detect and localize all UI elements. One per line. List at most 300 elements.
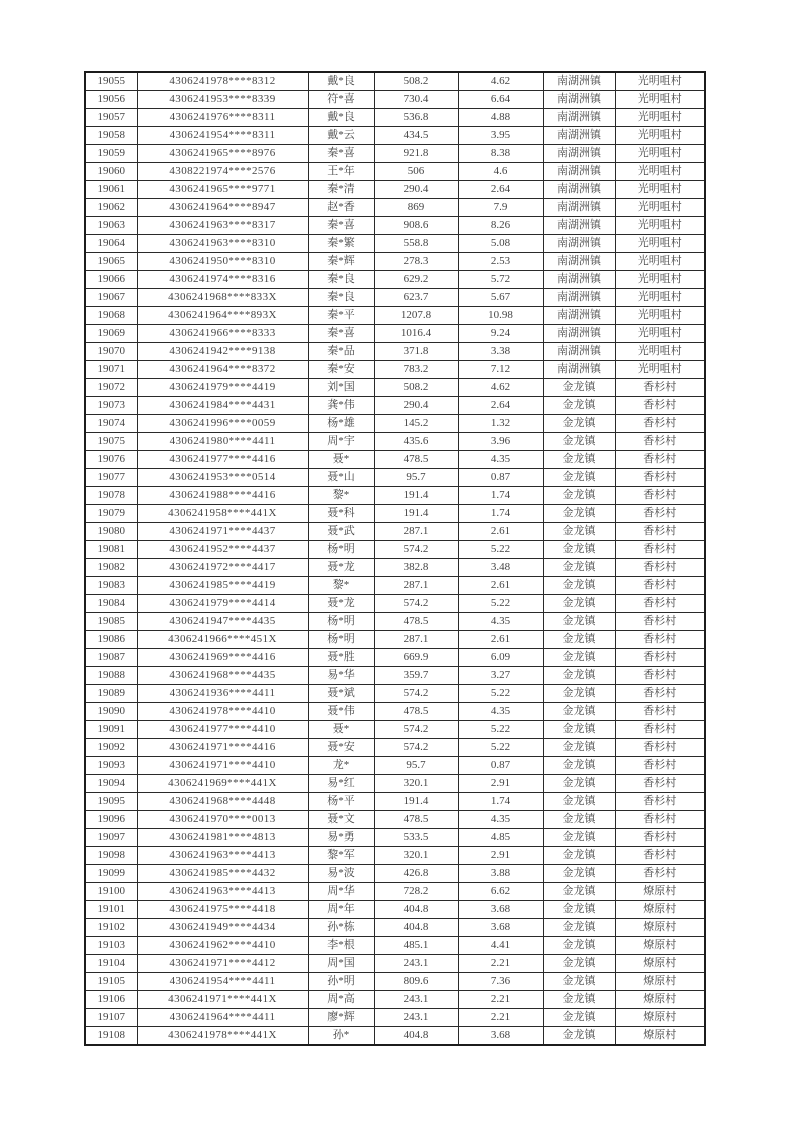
cell-village: 燎原村 <box>615 919 705 937</box>
cell-value-2: 4.35 <box>458 613 543 631</box>
cell-value-1: 371.8 <box>374 343 458 361</box>
cell-masked-name: 廖*辉 <box>308 1009 374 1027</box>
cell-village: 香杉村 <box>615 775 705 793</box>
cell-masked-id-number: 4306241964****8372 <box>137 361 308 379</box>
cell-sequence-number: 19060 <box>85 163 137 181</box>
cell-value-2: 2.64 <box>458 181 543 199</box>
table-row <box>85 757 705 775</box>
table-row <box>85 451 705 469</box>
table-row <box>85 865 705 883</box>
cell-village: 光明咀村 <box>615 289 705 307</box>
cell-value-2: 5.22 <box>458 721 543 739</box>
cell-masked-name: 周*年 <box>308 901 374 919</box>
table-row <box>85 523 705 541</box>
cell-sequence-number: 19088 <box>85 667 137 685</box>
table-row <box>85 793 705 811</box>
cell-village: 香杉村 <box>615 793 705 811</box>
cell-value-1: 435.6 <box>374 433 458 451</box>
cell-masked-id-number: 4306241977****4410 <box>137 721 308 739</box>
cell-value-1: 478.5 <box>374 703 458 721</box>
cell-masked-name: 周*华 <box>308 883 374 901</box>
cell-masked-name: 周*宇 <box>308 433 374 451</box>
cell-value-1: 508.2 <box>374 379 458 397</box>
cell-town: 南湖洲镇 <box>543 109 615 127</box>
cell-masked-name: 秦*清 <box>308 181 374 199</box>
cell-value-1: 1207.8 <box>374 307 458 325</box>
cell-sequence-number: 19107 <box>85 1009 137 1027</box>
cell-masked-name: 聂*科 <box>308 505 374 523</box>
table-row <box>85 973 705 991</box>
cell-value-2: 5.22 <box>458 685 543 703</box>
cell-value-2: 5.08 <box>458 235 543 253</box>
cell-value-2: 2.21 <box>458 955 543 973</box>
cell-masked-name: 刘*国 <box>308 379 374 397</box>
cell-value-2: 3.68 <box>458 901 543 919</box>
cell-masked-name: 秦*品 <box>308 343 374 361</box>
cell-value-1: 574.2 <box>374 685 458 703</box>
cell-village: 香杉村 <box>615 811 705 829</box>
cell-value-1: 145.2 <box>374 415 458 433</box>
cell-town: 金龙镇 <box>543 541 615 559</box>
cell-village: 光明咀村 <box>615 199 705 217</box>
cell-value-2: 6.62 <box>458 883 543 901</box>
cell-town: 金龙镇 <box>543 793 615 811</box>
cell-town: 金龙镇 <box>543 397 615 415</box>
cell-town: 南湖洲镇 <box>543 199 615 217</box>
cell-value-1: 191.4 <box>374 505 458 523</box>
cell-value-2: 3.38 <box>458 343 543 361</box>
cell-value-1: 869 <box>374 199 458 217</box>
cell-masked-id-number: 4306241984****4431 <box>137 397 308 415</box>
cell-value-1: 95.7 <box>374 757 458 775</box>
cell-town: 金龙镇 <box>543 415 615 433</box>
cell-masked-name: 聂*胜 <box>308 649 374 667</box>
table-row <box>85 72 705 91</box>
cell-masked-id-number: 4306241963****4413 <box>137 883 308 901</box>
cell-village: 燎原村 <box>615 991 705 1009</box>
cell-value-2: 7.9 <box>458 199 543 217</box>
cell-village: 香杉村 <box>615 667 705 685</box>
cell-village: 燎原村 <box>615 901 705 919</box>
cell-value-1: 278.3 <box>374 253 458 271</box>
cell-village: 光明咀村 <box>615 253 705 271</box>
table-row <box>85 667 705 685</box>
cell-value-1: 191.4 <box>374 487 458 505</box>
cell-sequence-number: 19099 <box>85 865 137 883</box>
table-row <box>85 145 705 163</box>
cell-masked-name: 孙*明 <box>308 973 374 991</box>
cell-value-2: 4.35 <box>458 811 543 829</box>
cell-town: 南湖洲镇 <box>543 289 615 307</box>
cell-sequence-number: 19072 <box>85 379 137 397</box>
cell-value-2: 5.67 <box>458 289 543 307</box>
cell-masked-id-number: 4306241985****4419 <box>137 577 308 595</box>
cell-masked-id-number: 4306241977****4416 <box>137 451 308 469</box>
cell-village: 香杉村 <box>615 703 705 721</box>
cell-masked-id-number: 4306241979****4419 <box>137 379 308 397</box>
cell-masked-name: 杨*明 <box>308 613 374 631</box>
cell-town: 金龙镇 <box>543 883 615 901</box>
cell-masked-id-number: 4306241976****8311 <box>137 109 308 127</box>
cell-value-1: 404.8 <box>374 919 458 937</box>
cell-masked-name: 聂*龙 <box>308 559 374 577</box>
cell-value-1: 623.7 <box>374 289 458 307</box>
cell-masked-id-number: 4306241953****0514 <box>137 469 308 487</box>
cell-village: 光明咀村 <box>615 163 705 181</box>
cell-value-1: 574.2 <box>374 541 458 559</box>
cell-value-2: 6.09 <box>458 649 543 667</box>
cell-masked-id-number: 4306241996****0059 <box>137 415 308 433</box>
cell-value-1: 290.4 <box>374 397 458 415</box>
cell-value-2: 9.24 <box>458 325 543 343</box>
cell-village: 光明咀村 <box>615 72 705 91</box>
cell-masked-name: 聂*龙 <box>308 595 374 613</box>
cell-town: 南湖洲镇 <box>543 343 615 361</box>
cell-sequence-number: 19100 <box>85 883 137 901</box>
cell-town: 金龙镇 <box>543 1027 615 1046</box>
cell-sequence-number: 19081 <box>85 541 137 559</box>
cell-masked-id-number: 4306241969****441X <box>137 775 308 793</box>
cell-sequence-number: 19104 <box>85 955 137 973</box>
cell-village: 香杉村 <box>615 829 705 847</box>
cell-value-1: 191.4 <box>374 793 458 811</box>
table-body <box>85 72 705 1045</box>
cell-masked-name: 聂* <box>308 451 374 469</box>
cell-sequence-number: 19078 <box>85 487 137 505</box>
cell-village: 燎原村 <box>615 973 705 991</box>
cell-village: 香杉村 <box>615 415 705 433</box>
cell-value-1: 533.5 <box>374 829 458 847</box>
cell-town: 金龙镇 <box>543 433 615 451</box>
cell-village: 燎原村 <box>615 1027 705 1046</box>
cell-village: 香杉村 <box>615 847 705 865</box>
cell-masked-name: 戴*云 <box>308 127 374 145</box>
cell-value-1: 243.1 <box>374 1009 458 1027</box>
cell-sequence-number: 19091 <box>85 721 137 739</box>
cell-masked-id-number: 4306241985****4432 <box>137 865 308 883</box>
cell-village: 光明咀村 <box>615 307 705 325</box>
table-row <box>85 685 705 703</box>
cell-masked-id-number: 4306241949****4434 <box>137 919 308 937</box>
cell-value-2: 5.22 <box>458 541 543 559</box>
cell-value-2: 8.38 <box>458 145 543 163</box>
cell-masked-id-number: 4306241936****4411 <box>137 685 308 703</box>
cell-village: 香杉村 <box>615 721 705 739</box>
cell-masked-id-number: 4306241968****4448 <box>137 793 308 811</box>
cell-value-2: 7.12 <box>458 361 543 379</box>
cell-value-1: 921.8 <box>374 145 458 163</box>
cell-value-2: 3.27 <box>458 667 543 685</box>
cell-masked-id-number: 4306241963****8317 <box>137 217 308 235</box>
cell-village: 燎原村 <box>615 883 705 901</box>
cell-town: 金龙镇 <box>543 559 615 577</box>
cell-town: 金龙镇 <box>543 829 615 847</box>
table-row <box>85 937 705 955</box>
cell-town: 南湖洲镇 <box>543 253 615 271</box>
cell-village: 香杉村 <box>615 559 705 577</box>
cell-masked-id-number: 4306241964****893X <box>137 307 308 325</box>
cell-value-1: 478.5 <box>374 451 458 469</box>
cell-value-2: 5.22 <box>458 595 543 613</box>
cell-value-1: 574.2 <box>374 739 458 757</box>
table-row <box>85 541 705 559</box>
cell-value-1: 728.2 <box>374 883 458 901</box>
cell-village: 燎原村 <box>615 955 705 973</box>
cell-sequence-number: 19094 <box>85 775 137 793</box>
cell-value-2: 3.96 <box>458 433 543 451</box>
cell-value-1: 574.2 <box>374 595 458 613</box>
cell-town: 南湖洲镇 <box>543 91 615 109</box>
table-row <box>85 307 705 325</box>
cell-masked-id-number: 4306241966****8333 <box>137 325 308 343</box>
table-row <box>85 631 705 649</box>
cell-masked-name: 龚*伟 <box>308 397 374 415</box>
cell-masked-name: 龙* <box>308 757 374 775</box>
cell-value-2: 8.26 <box>458 217 543 235</box>
cell-town: 金龙镇 <box>543 469 615 487</box>
cell-value-2: 1.74 <box>458 505 543 523</box>
cell-value-1: 669.9 <box>374 649 458 667</box>
cell-sequence-number: 19069 <box>85 325 137 343</box>
cell-sequence-number: 19062 <box>85 199 137 217</box>
cell-town: 南湖洲镇 <box>543 145 615 163</box>
cell-masked-id-number: 4306241966****451X <box>137 631 308 649</box>
cell-value-1: 359.7 <box>374 667 458 685</box>
cell-masked-id-number: 4306241964****8947 <box>137 199 308 217</box>
cell-value-1: 243.1 <box>374 991 458 1009</box>
cell-masked-id-number: 4306241963****4413 <box>137 847 308 865</box>
cell-value-1: 404.8 <box>374 901 458 919</box>
roster-table <box>84 71 706 1046</box>
table-row <box>85 181 705 199</box>
cell-village: 香杉村 <box>615 757 705 775</box>
cell-sequence-number: 19074 <box>85 415 137 433</box>
cell-value-2: 0.87 <box>458 757 543 775</box>
cell-value-2: 4.35 <box>458 703 543 721</box>
cell-sequence-number: 19086 <box>85 631 137 649</box>
cell-town: 南湖洲镇 <box>543 361 615 379</box>
cell-value-1: 809.6 <box>374 973 458 991</box>
table-row <box>85 649 705 667</box>
cell-masked-id-number: 4306241963****8310 <box>137 235 308 253</box>
cell-value-2: 4.62 <box>458 72 543 91</box>
cell-value-2: 5.72 <box>458 271 543 289</box>
cell-value-2: 10.98 <box>458 307 543 325</box>
cell-town: 南湖洲镇 <box>543 181 615 199</box>
table-row <box>85 379 705 397</box>
cell-masked-id-number: 4306241964****4411 <box>137 1009 308 1027</box>
cell-value-1: 320.1 <box>374 847 458 865</box>
table-row <box>85 127 705 145</box>
cell-village: 香杉村 <box>615 469 705 487</box>
cell-masked-name: 黎* <box>308 487 374 505</box>
cell-masked-name: 易*勇 <box>308 829 374 847</box>
cell-value-2: 1.74 <box>458 487 543 505</box>
table-row <box>85 487 705 505</box>
cell-town: 金龙镇 <box>543 739 615 757</box>
cell-value-1: 434.5 <box>374 127 458 145</box>
cell-sequence-number: 19108 <box>85 1027 137 1046</box>
cell-value-1: 1016.4 <box>374 325 458 343</box>
cell-village: 香杉村 <box>615 451 705 469</box>
cell-sequence-number: 19087 <box>85 649 137 667</box>
cell-village: 香杉村 <box>615 685 705 703</box>
cell-sequence-number: 19093 <box>85 757 137 775</box>
cell-value-1: 730.4 <box>374 91 458 109</box>
cell-value-2: 2.91 <box>458 847 543 865</box>
cell-sequence-number: 19071 <box>85 361 137 379</box>
cell-value-2: 3.68 <box>458 1027 543 1046</box>
cell-masked-name: 聂*武 <box>308 523 374 541</box>
cell-masked-id-number: 4306241988****4416 <box>137 487 308 505</box>
cell-value-1: 629.2 <box>374 271 458 289</box>
table-row <box>85 811 705 829</box>
cell-town: 南湖洲镇 <box>543 325 615 343</box>
cell-value-1: 95.7 <box>374 469 458 487</box>
cell-masked-id-number: 4306241950****8310 <box>137 253 308 271</box>
cell-town: 金龙镇 <box>543 1009 615 1027</box>
cell-masked-id-number: 4306241971****4410 <box>137 757 308 775</box>
cell-town: 南湖洲镇 <box>543 163 615 181</box>
cell-town: 金龙镇 <box>543 721 615 739</box>
cell-sequence-number: 19070 <box>85 343 137 361</box>
cell-value-1: 558.8 <box>374 235 458 253</box>
cell-village: 香杉村 <box>615 541 705 559</box>
cell-value-1: 485.1 <box>374 937 458 955</box>
cell-masked-name: 秦*良 <box>308 289 374 307</box>
cell-village: 光明咀村 <box>615 343 705 361</box>
cell-value-1: 320.1 <box>374 775 458 793</box>
cell-sequence-number: 19065 <box>85 253 137 271</box>
cell-masked-name: 符*喜 <box>308 91 374 109</box>
cell-value-1: 783.2 <box>374 361 458 379</box>
cell-town: 金龙镇 <box>543 613 615 631</box>
cell-village: 光明咀村 <box>615 109 705 127</box>
cell-sequence-number: 19101 <box>85 901 137 919</box>
cell-town: 金龙镇 <box>543 703 615 721</box>
cell-value-2: 4.41 <box>458 937 543 955</box>
cell-masked-name: 聂*安 <box>308 739 374 757</box>
cell-sequence-number: 19068 <box>85 307 137 325</box>
cell-sequence-number: 19103 <box>85 937 137 955</box>
cell-village: 光明咀村 <box>615 91 705 109</box>
cell-sequence-number: 19064 <box>85 235 137 253</box>
cell-village: 香杉村 <box>615 487 705 505</box>
cell-village: 光明咀村 <box>615 361 705 379</box>
cell-value-1: 478.5 <box>374 811 458 829</box>
cell-village: 燎原村 <box>615 1009 705 1027</box>
cell-masked-id-number: 4306241979****4414 <box>137 595 308 613</box>
cell-value-2: 2.91 <box>458 775 543 793</box>
cell-value-2: 2.21 <box>458 991 543 1009</box>
table-row <box>85 991 705 1009</box>
table-row <box>85 505 705 523</box>
table-row <box>85 109 705 127</box>
cell-masked-id-number: 4306241969****4416 <box>137 649 308 667</box>
cell-masked-name: 周*高 <box>308 991 374 1009</box>
cell-sequence-number: 19102 <box>85 919 137 937</box>
cell-value-2: 7.36 <box>458 973 543 991</box>
cell-sequence-number: 19073 <box>85 397 137 415</box>
cell-masked-name: 孙*栋 <box>308 919 374 937</box>
cell-value-2: 0.87 <box>458 469 543 487</box>
cell-sequence-number: 19061 <box>85 181 137 199</box>
cell-value-2: 3.88 <box>458 865 543 883</box>
cell-value-1: 536.8 <box>374 109 458 127</box>
cell-masked-name: 杨*平 <box>308 793 374 811</box>
cell-value-1: 574.2 <box>374 721 458 739</box>
table-row <box>85 271 705 289</box>
cell-town: 金龙镇 <box>543 379 615 397</box>
cell-masked-name: 秦*辉 <box>308 253 374 271</box>
cell-sequence-number: 19079 <box>85 505 137 523</box>
cell-town: 金龙镇 <box>543 505 615 523</box>
cell-masked-name: 黎* <box>308 577 374 595</box>
cell-value-2: 2.61 <box>458 631 543 649</box>
cell-village: 光明咀村 <box>615 181 705 199</box>
cell-town: 金龙镇 <box>543 937 615 955</box>
cell-value-2: 1.74 <box>458 793 543 811</box>
cell-village: 光明咀村 <box>615 127 705 145</box>
table-row <box>85 325 705 343</box>
table-row <box>85 163 705 181</box>
cell-masked-id-number: 4306241978****4410 <box>137 703 308 721</box>
cell-value-2: 4.62 <box>458 379 543 397</box>
cell-sequence-number: 19077 <box>85 469 137 487</box>
cell-masked-id-number: 4306241942****9138 <box>137 343 308 361</box>
table-row <box>85 1009 705 1027</box>
cell-masked-id-number: 4306241952****4437 <box>137 541 308 559</box>
cell-value-2: 3.95 <box>458 127 543 145</box>
cell-value-1: 508.2 <box>374 72 458 91</box>
table-row <box>85 289 705 307</box>
cell-sequence-number: 19063 <box>85 217 137 235</box>
cell-town: 金龙镇 <box>543 865 615 883</box>
cell-masked-name: 秦*喜 <box>308 145 374 163</box>
cell-masked-name: 王*年 <box>308 163 374 181</box>
cell-masked-name: 聂* <box>308 721 374 739</box>
cell-village: 香杉村 <box>615 595 705 613</box>
cell-town: 金龙镇 <box>543 685 615 703</box>
cell-sequence-number: 19097 <box>85 829 137 847</box>
table-row <box>85 415 705 433</box>
cell-sequence-number: 19059 <box>85 145 137 163</box>
cell-masked-id-number: 4306241978****8312 <box>137 72 308 91</box>
cell-village: 光明咀村 <box>615 145 705 163</box>
cell-village: 香杉村 <box>615 577 705 595</box>
cell-masked-id-number: 4306241947****4435 <box>137 613 308 631</box>
table-row <box>85 199 705 217</box>
cell-masked-id-number: 4308221974****2576 <box>137 163 308 181</box>
cell-value-2: 2.64 <box>458 397 543 415</box>
cell-masked-id-number: 4306241962****4410 <box>137 937 308 955</box>
cell-value-2: 3.48 <box>458 559 543 577</box>
cell-sequence-number: 19067 <box>85 289 137 307</box>
cell-value-1: 506 <box>374 163 458 181</box>
table-row <box>85 1027 705 1046</box>
cell-masked-id-number: 4306241971****4412 <box>137 955 308 973</box>
cell-village: 燎原村 <box>615 937 705 955</box>
cell-village: 香杉村 <box>615 865 705 883</box>
table-row <box>85 721 705 739</box>
cell-value-2: 4.35 <box>458 451 543 469</box>
cell-masked-name: 秦*喜 <box>308 217 374 235</box>
cell-masked-name: 易*红 <box>308 775 374 793</box>
table-row <box>85 829 705 847</box>
cell-masked-id-number: 4306241958****441X <box>137 505 308 523</box>
cell-sequence-number: 19085 <box>85 613 137 631</box>
cell-masked-id-number: 4306241965****9771 <box>137 181 308 199</box>
